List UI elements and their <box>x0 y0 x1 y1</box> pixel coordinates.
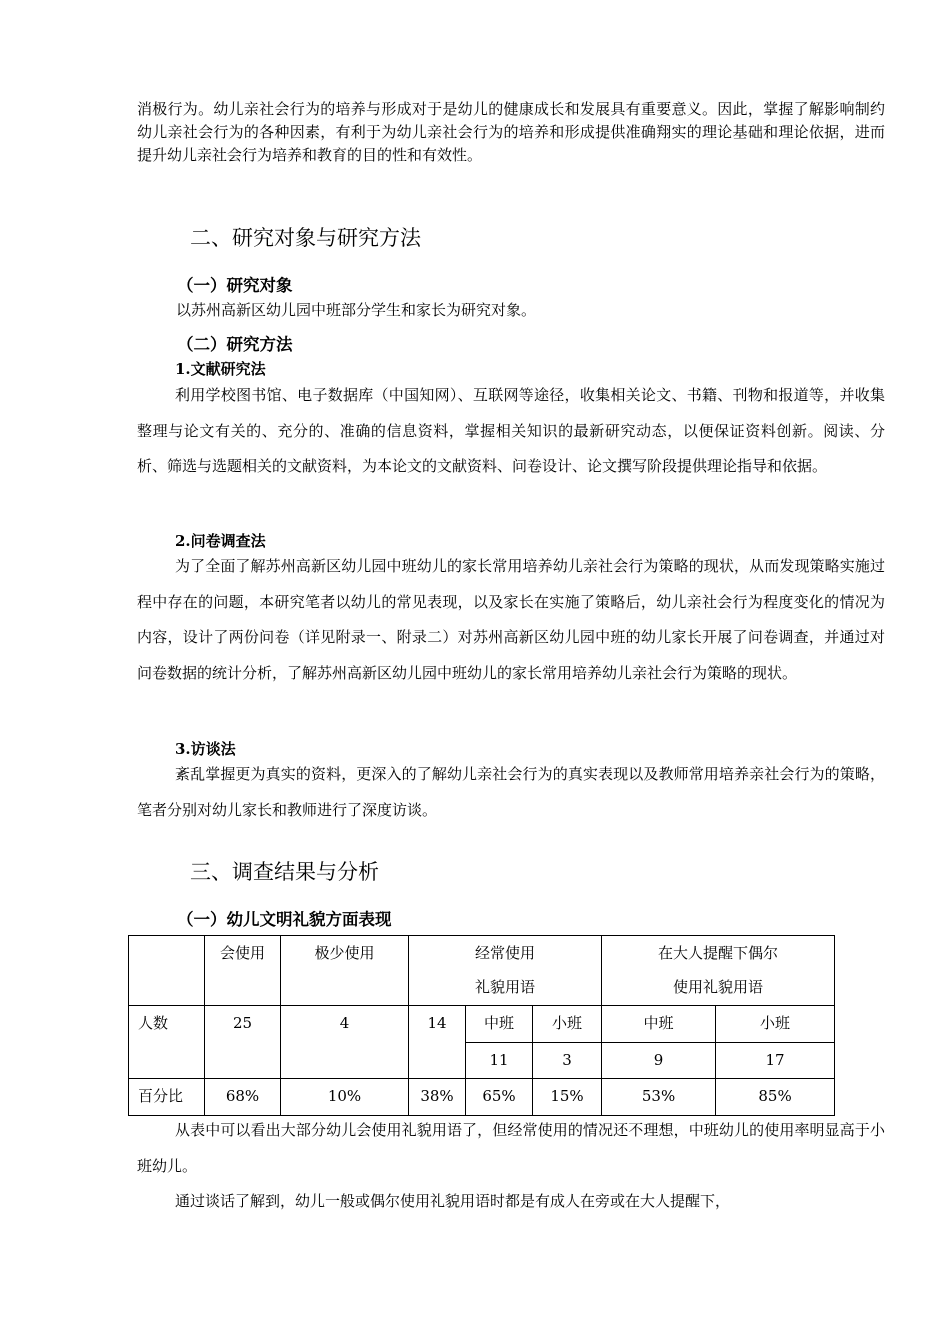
row-label-pct: 百分比 <box>129 1079 205 1116</box>
method-2-title: 2.问卷调查法 <box>175 532 266 550</box>
intro-paragraph: 消极行为。幼儿亲社会行为的培养与形成对于是幼儿的健康成长和发展具有重要意义。因此，掌握了解影响制约幼儿亲社会行为的各种因素，有利于为幼儿亲社会行为的培养和形成提供准确翔实的理论基础和理论依据，进而提升幼儿亲社会行为培养和教育的目的性和有效性。 <box>137 100 885 164</box>
header-often-line1: 经常使用 <box>475 944 536 962</box>
corner-cell <box>129 936 205 1006</box>
header-often-line2: 礼貌用语 <box>475 978 536 996</box>
header-remind-line2: 使用礼貌用语 <box>673 978 764 996</box>
after-table-paragraph-2: 通过谈话了解到，幼儿一般或偶尔使用礼貌用语时都是有成人在旁或在大人提醒下， <box>175 1192 731 1210</box>
header-rare: 极少使用 <box>281 936 409 1006</box>
header-often <box>409 936 602 1006</box>
pct-remind-small: 85% <box>716 1079 835 1116</box>
pct-often-mid: 65% <box>466 1079 533 1116</box>
often-mid-label: 中班 <box>466 1006 533 1043</box>
pct-use: 68% <box>205 1079 281 1116</box>
remind-mid-label: 中班 <box>602 1006 716 1043</box>
remind-small-label: 小班 <box>716 1006 835 1043</box>
method-1-title: 1.文献研究法 <box>175 360 266 378</box>
often-small-label: 小班 <box>533 1006 602 1043</box>
section-3-title: 三、调查结果与分析 <box>190 860 379 884</box>
method-3-text: 紊乱掌握更为真实的资料，更深入的了解幼儿亲社会行为的真实表现以及教师常用培养亲社会行为的策略，笔者分别对幼儿家长和教师进行了深度访谈。 <box>137 765 885 819</box>
method-1-text: 利用学校图书馆、电子数据库（中国知网）、互联网等途径，收集相关论文、书籍、刊物和报道等，并收集整理与论文有关的、充分的、准确的信息资料，掌握相关知识的最新研究动态，以便保证资料创新。阅读、分析、筛选与选题相关的文献资料，为本论文的文献资料、问卷设计、论文撰写阶段提供理论指导和依据。 <box>137 386 885 475</box>
method-2-text: 为了全面了解苏州高新区幼儿园中班幼儿的家长常用培养幼儿亲社会行为策略的现状，从而发现策略实施过程中存在的问题，本研究笔者以幼儿的常见表现，以及家长在实施了策略后，幼儿亲社会行为程度变化的情况为内容，设计了两份问卷（详见附录一、附录二）对苏州高新区幼儿园中班的幼儿家长开展了问卷调查，并通过对问卷数据的统计分析，了解苏州高新区幼儿园中班幼儿的家长常用培养幼儿亲社会行为策略的现状。 <box>137 557 885 682</box>
count-rare: 4 <box>281 1006 409 1079</box>
count-remind-mid: 9 <box>602 1043 716 1079</box>
method-heading: （二）研究方法 <box>177 335 293 354</box>
politeness-table <box>128 935 835 1116</box>
header-remind <box>602 936 835 1006</box>
subject-text: 以苏州高新区幼儿园中班部分学生和家长为研究对象。 <box>176 301 537 319</box>
subject-heading: （一）研究对象 <box>177 276 293 295</box>
pct-rare: 10% <box>281 1079 409 1116</box>
row-label-count: 人数 <box>129 1006 205 1079</box>
header-use: 会使用 <box>205 936 281 1006</box>
pct-often-small: 15% <box>533 1079 602 1116</box>
count-often: 14 <box>409 1006 466 1079</box>
method-3-title: 3.访谈法 <box>175 740 236 758</box>
after-table-paragraph-1: 从表中可以看出大部分幼儿会使用礼貌用语了，但经常使用的情况还不理想，中班幼儿的使用率明显高于小班幼儿。 <box>137 1121 885 1175</box>
header-remind-line1: 在大人提醒下偶尔 <box>658 944 779 962</box>
sub1-heading: （一）幼儿文明礼貌方面表现 <box>177 910 392 929</box>
count-use: 25 <box>205 1006 281 1079</box>
count-remind-small: 17 <box>716 1043 835 1079</box>
section-2-title: 二、研究对象与研究方法 <box>190 226 421 250</box>
pct-often: 38% <box>409 1079 466 1116</box>
count-often-small: 3 <box>533 1043 602 1079</box>
pct-remind-mid: 53% <box>602 1079 716 1116</box>
count-often-mid: 11 <box>466 1043 533 1079</box>
